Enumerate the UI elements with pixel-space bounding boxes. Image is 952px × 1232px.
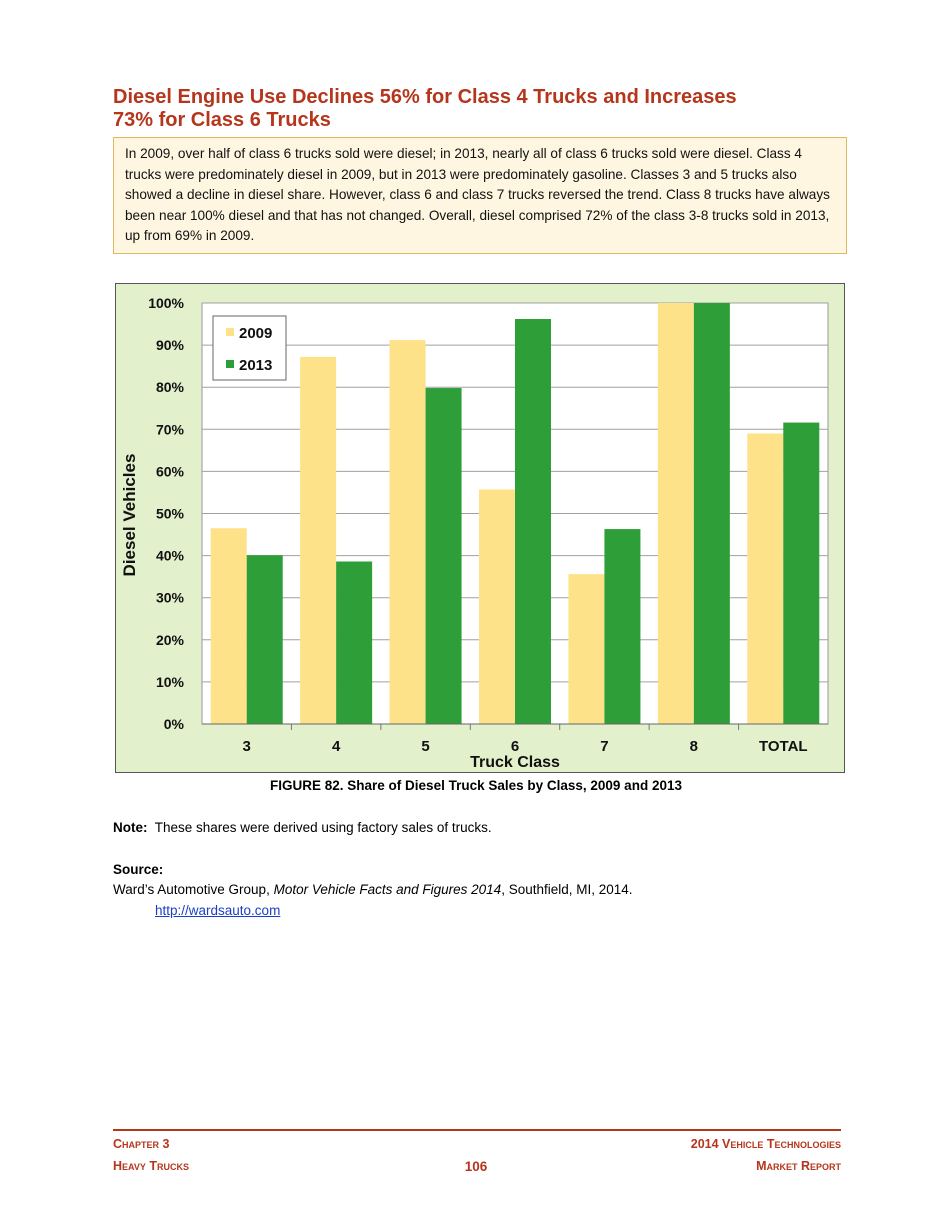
bar-2009-class-5 — [390, 340, 426, 724]
x-tick-label: 4 — [331, 738, 341, 755]
x-tick-label: TOTAL — [758, 738, 808, 755]
footer-section: Heavy Trucks — [113, 1159, 189, 1173]
y-tick-label: 100% — [148, 295, 184, 311]
source-prefix: Ward’s Automotive Group, — [113, 882, 274, 897]
legend-label-2013: 2013 — [239, 357, 273, 374]
bar-2013-class-8 — [694, 303, 730, 724]
summary-box — [113, 137, 847, 254]
legend-label-2009: 2009 — [239, 325, 273, 342]
x-tick-label: 3 — [242, 738, 251, 755]
source-suffix: , Southfield, MI, 2014. — [501, 882, 633, 897]
page-title-line-1: Diesel Engine Use Declines 56% for Class 4 Trucks and Increases — [113, 86, 737, 108]
bar-2013-class-3 — [247, 555, 283, 724]
footer-report-line-1: 2014 Vehicle Technologies — [690, 1137, 841, 1151]
legend — [213, 316, 286, 380]
bar-2013-class-7 — [604, 529, 640, 724]
footer-divider — [113, 1129, 841, 1131]
footer-chapter: Chapter 3 — [113, 1137, 170, 1151]
bar-2013-class-4 — [336, 561, 372, 724]
y-tick-label: 90% — [155, 337, 184, 354]
legend-swatch-2009 — [226, 328, 234, 336]
source-label: Source: — [113, 862, 164, 877]
page-title-line-2: 73% for Class 6 Trucks — [113, 109, 331, 131]
y-tick-label: 10% — [155, 673, 184, 690]
bars — [211, 303, 820, 724]
x-tick-label: 8 — [689, 738, 699, 755]
bar-2009-class-TOTAL — [747, 434, 783, 724]
y-axis-label: Diesel Vehicles — [120, 453, 139, 577]
bar-2013-class-6 — [515, 319, 551, 724]
source-title: Motor Vehicle Facts and Figures 2014 — [273, 882, 502, 897]
legend-swatch-2013 — [226, 360, 234, 368]
y-tick-label: 40% — [155, 547, 184, 564]
y-tick-label: 0% — [163, 716, 184, 732]
y-tick-label: 20% — [155, 631, 184, 648]
page-number: 106 — [464, 1159, 488, 1174]
footer-report-line-2: Market Report — [756, 1159, 841, 1173]
bar-2009-class-8 — [658, 303, 694, 724]
note — [113, 820, 492, 835]
page-title — [113, 86, 833, 132]
bar-2013-class-5 — [426, 388, 462, 724]
x-tick-label: 7 — [600, 738, 609, 755]
y-tick-label: 70% — [155, 421, 184, 438]
note-label: Note: — [113, 820, 148, 835]
bar-2009-class-3 — [211, 528, 247, 724]
bar-2009-class-4 — [300, 357, 336, 724]
bar-2009-class-7 — [568, 574, 604, 724]
figure-caption: FIGURE 82. Share of Diesel Truck Sales by Class, 2009 and 2013 — [270, 778, 682, 793]
x-tick-label: 6 — [510, 738, 520, 755]
bar-2009-class-6 — [479, 490, 515, 724]
summary-text: In 2009, over half of class 6 trucks sold were diesel; in 2013, nearly all of class 6 trucks sold were diesel. Class 4 trucks were predominately diesel in 2009, but in 2013 were predominately gasoline. Classes 3 and 5 trucks also showed a decline in diesel share. However, class 6 and class 7 trucks reversed the trend. Class 8 trucks have always been near 100% diesel and that has not changed. Overall, diesel comprised 72% of the class 3-8 trucks sold in 2013, up from 69% in 2009. — [125, 146, 830, 243]
source-text — [113, 882, 633, 897]
y-tick-label: 30% — [155, 589, 184, 606]
x-axis-label: Truck Class — [470, 754, 560, 771]
y-tick-label: 60% — [155, 463, 184, 480]
x-tick-label: 5 — [421, 738, 430, 755]
bar-2013-class-TOTAL — [783, 423, 819, 724]
y-tick-label: 50% — [155, 505, 184, 522]
diesel-share-chart — [115, 283, 845, 773]
note-text: These shares were derived using factory sales of trucks. — [154, 820, 492, 835]
source-link[interactable]: http://wardsauto.com — [155, 903, 281, 918]
y-tick-label: 80% — [155, 379, 184, 396]
